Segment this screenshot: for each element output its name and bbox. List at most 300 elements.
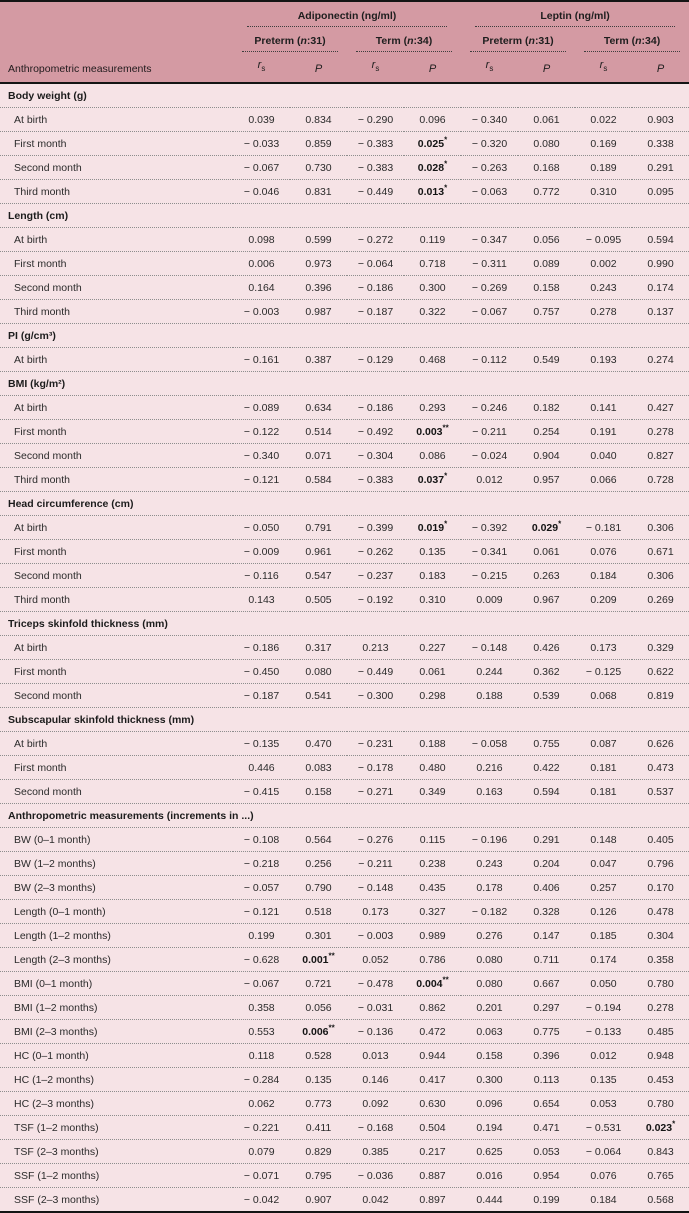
row-label: At birth: [14, 113, 48, 126]
rs-value-cell: − 0.064: [585, 1145, 622, 1158]
rs-value-cell: − 0.186: [243, 641, 280, 654]
rs-value-cell: − 0.057: [243, 881, 280, 894]
rs-value-cell: − 0.108: [243, 833, 280, 846]
rs-value-cell: 0.199: [248, 929, 275, 942]
p-value-cell: 0.080: [305, 665, 332, 678]
p-value-cell: 0.989: [419, 929, 446, 942]
p-value-cell: 0.256: [305, 857, 332, 870]
section-title: Anthropometric measurements (increments in ...): [8, 809, 254, 822]
p-value-cell: 0.061: [419, 665, 446, 678]
rs-value-cell: 0.080: [476, 953, 503, 966]
rs-value-cell: 0.358: [248, 1001, 275, 1014]
rs-value-cell: 0.062: [248, 1097, 275, 1110]
section-row: [0, 83, 689, 108]
rs-value-cell: 0.039: [248, 113, 275, 126]
p-value-cell: 0.004**: [416, 975, 449, 990]
p-value-cell: 0.671: [647, 545, 674, 558]
rs-value-cell: − 0.058: [471, 737, 508, 750]
p-value-cell: 0.630: [419, 1097, 446, 1110]
p-value-cell: 0.405: [647, 833, 674, 846]
table-row: [0, 516, 689, 540]
row-label: BMI (0–1 month): [14, 977, 93, 990]
rs-value-cell: 0.022: [590, 113, 617, 126]
rs-value-cell: 0.052: [362, 953, 389, 966]
p-value-cell: 0.291: [647, 161, 674, 174]
rs-value-cell: − 0.383: [357, 473, 394, 486]
rs-value-cell: − 0.161: [243, 353, 280, 366]
rs-value-cell: − 0.042: [243, 1193, 280, 1206]
p-value-cell: 0.505: [305, 593, 332, 606]
row-label: First month: [14, 425, 67, 438]
row-header: [0, 1, 233, 83]
section-row: [0, 804, 689, 828]
p-value-cell: 0.113: [533, 1073, 560, 1086]
rs-value-cell: − 0.136: [357, 1025, 394, 1038]
row-label: Second month: [14, 449, 82, 462]
rs-value-cell: − 0.415: [243, 785, 280, 798]
rs-value-cell: 0.135: [590, 1073, 617, 1086]
p-value-cell: 0.528: [305, 1049, 332, 1062]
p-value-cell: 0.843: [647, 1145, 674, 1158]
p-value-cell: 0.411: [305, 1121, 332, 1134]
p-value-cell: 0.721: [305, 977, 332, 990]
rs-value-cell: 0.625: [476, 1145, 503, 1158]
table-row: [0, 924, 689, 948]
p-value-cell: 0.954: [533, 1169, 560, 1182]
p-value-cell: 0.904: [533, 449, 560, 462]
p-value-cell: 0.967: [533, 593, 560, 606]
rs-value-cell: − 0.187: [357, 305, 394, 318]
p-value-cell: 0.300: [419, 281, 446, 294]
rs-value-cell: − 0.263: [471, 161, 508, 174]
table-row: [0, 684, 689, 708]
rs-value-cell: 0.146: [362, 1073, 389, 1086]
p-value-cell: 0.327: [419, 905, 446, 918]
section-row: [0, 324, 689, 348]
p-value-cell: 0.622: [647, 665, 674, 678]
row-label: First month: [14, 665, 67, 678]
rs-value-cell: 0.079: [248, 1145, 275, 1158]
table-row: [0, 1188, 689, 1213]
p-value-cell: 0.037*: [417, 471, 448, 486]
p-value-cell: 0.667: [533, 977, 560, 990]
cohort-header-leptin-preterm: [461, 27, 575, 52]
rs-value-cell: − 0.089: [243, 401, 280, 414]
row-label: BMI (2–3 months): [14, 1025, 98, 1038]
rs-value-cell: − 0.181: [585, 521, 622, 534]
p-value-cell: 0.711: [533, 953, 560, 966]
cohort-header-leptin-term: [575, 27, 689, 52]
p-value-cell: 0.071: [305, 449, 332, 462]
p-value-cell: 0.584: [305, 473, 332, 486]
rs-value-cell: 0.080: [476, 977, 503, 990]
p-value-cell: 0.310: [419, 593, 446, 606]
rs-value-cell: − 0.116: [244, 569, 279, 582]
rs-value-cell: 0.243: [476, 857, 503, 870]
p-value-cell: 0.478: [647, 905, 674, 918]
p-value-cell: 0.549: [533, 353, 560, 366]
p-value-cell: 0.204: [533, 857, 560, 870]
p-value-cell: 0.056: [305, 1001, 332, 1014]
rs-value-cell: − 0.269: [471, 281, 508, 294]
row-label: At birth: [14, 401, 48, 414]
rs-value-cell: − 0.492: [357, 425, 394, 438]
p-value-cell: 0.227: [419, 641, 446, 654]
p-value-cell: 0.859: [305, 137, 332, 150]
rs-value-cell: − 0.392: [471, 521, 508, 534]
rs-value-cell: 0.143: [248, 593, 275, 606]
p-value-cell: 0.023*: [645, 1119, 676, 1134]
rs-value-cell: 0.009: [476, 593, 503, 606]
p-value-cell: 0.473: [647, 761, 674, 774]
stat-header-p: P: [314, 63, 323, 76]
p-value-cell: 0.199: [533, 1193, 560, 1206]
p-value-cell: 0.137: [647, 305, 674, 318]
table-row: [0, 300, 689, 324]
rs-value-cell: 0.276: [476, 929, 503, 942]
row-label: Second month: [14, 161, 82, 174]
p-value-cell: 0.329: [647, 641, 674, 654]
rs-value-cell: − 0.112: [472, 353, 507, 366]
row-label: At birth: [14, 233, 48, 246]
stat-header-rs: $r_s$: [599, 59, 608, 74]
p-value-cell: 0.086: [419, 449, 446, 462]
p-value-cell: 0.594: [647, 233, 674, 246]
rs-value-cell: 0.063: [476, 1025, 503, 1038]
p-value-cell: 0.053: [533, 1145, 560, 1158]
cohort-label: Preterm (n:31): [242, 35, 338, 52]
rs-value-cell: − 0.215: [471, 569, 508, 582]
p-value-cell: 0.907: [305, 1193, 332, 1206]
rs-value-cell: 0.087: [590, 737, 617, 750]
rs-value-cell: 0.173: [362, 905, 389, 918]
table-row: [0, 564, 689, 588]
row-label: At birth: [14, 737, 48, 750]
rs-value-cell: − 0.187: [243, 689, 280, 702]
rs-value-cell: − 0.300: [357, 689, 394, 702]
p-value-cell: 0.903: [647, 113, 674, 126]
p-value-cell: 0.158: [305, 785, 332, 798]
stat-header-rs: $r_s$: [371, 59, 380, 74]
rs-value-cell: − 0.036: [357, 1169, 394, 1182]
rs-value-cell: − 0.290: [357, 113, 394, 126]
p-value-cell: 0.990: [647, 257, 674, 270]
p-value-cell: 0.338: [647, 137, 674, 150]
row-label: Length (2–3 months): [14, 953, 111, 966]
rs-value-cell: − 0.121: [243, 473, 280, 486]
p-value-cell: 0.158: [533, 281, 560, 294]
rs-value-cell: − 0.340: [471, 113, 508, 126]
table-row: [0, 732, 689, 756]
rs-value-cell: 0.244: [476, 665, 503, 678]
table-row: [0, 1068, 689, 1092]
p-value-cell: 0.274: [647, 353, 674, 366]
p-value-cell: 0.096: [419, 113, 446, 126]
p-value-cell: 0.263: [533, 569, 560, 582]
table-row: [0, 1020, 689, 1044]
p-value-cell: 0.827: [647, 449, 674, 462]
table-row: [0, 636, 689, 660]
rs-value-cell: 0.164: [248, 281, 275, 294]
p-value-cell: 0.468: [419, 353, 446, 366]
p-value-cell: 0.254: [533, 425, 560, 438]
rs-value-cell: − 0.148: [471, 641, 508, 654]
rs-value-cell: 0.257: [590, 881, 617, 894]
row-label: First month: [14, 545, 67, 558]
table-row: [0, 1116, 689, 1140]
rs-value-cell: 0.096: [476, 1097, 503, 1110]
table-row: [0, 252, 689, 276]
p-value-cell: 0.480: [419, 761, 446, 774]
table-row: [0, 900, 689, 924]
rs-value-cell: − 0.067: [471, 305, 508, 318]
table-row: [0, 444, 689, 468]
rs-value-cell: − 0.003: [243, 305, 280, 318]
p-value-cell: 0.306: [647, 569, 674, 582]
p-value-cell: 0.427: [647, 401, 674, 414]
p-value-cell: 0.471: [533, 1121, 560, 1134]
row-label: SSF (2–3 months): [14, 1193, 100, 1206]
row-label: Second month: [14, 281, 82, 294]
rs-value-cell: 0.118: [248, 1049, 275, 1062]
rs-value-cell: − 0.246: [471, 401, 508, 414]
p-value-cell: 0.422: [533, 761, 560, 774]
rs-value-cell: − 0.449: [357, 185, 394, 198]
rs-value-cell: − 0.272: [357, 233, 394, 246]
row-label: Length (0–1 month): [14, 905, 106, 918]
p-value-cell: 0.297: [533, 1001, 560, 1014]
p-value-cell: 0.349: [419, 785, 446, 798]
p-value-cell: 0.944: [419, 1049, 446, 1062]
row-label: Second month: [14, 569, 82, 582]
p-value-cell: 0.115: [419, 833, 446, 846]
rs-value-cell: 0.076: [590, 1169, 617, 1182]
rs-value-cell: − 0.168: [357, 1121, 394, 1134]
p-value-cell: 0.790: [305, 881, 332, 894]
p-value-cell: 0.170: [647, 881, 674, 894]
p-value-cell: 0.834: [305, 113, 332, 126]
rs-value-cell: − 0.383: [357, 137, 394, 150]
section-title: Subscapular skinfold thickness (mm): [8, 713, 195, 726]
rs-value-cell: 0.098: [248, 233, 275, 246]
rs-value-cell: 0.181: [590, 761, 617, 774]
table-row: [0, 108, 689, 132]
rs-value-cell: 0.194: [476, 1121, 503, 1134]
rs-value-cell: 0.163: [476, 785, 503, 798]
rs-value-cell: 0.310: [590, 185, 617, 198]
rs-value-cell: 0.076: [590, 545, 617, 558]
p-value-cell: 0.029*: [531, 519, 562, 534]
p-value-cell: 0.174: [647, 281, 674, 294]
rs-value-cell: 0.126: [590, 905, 617, 918]
rs-value-cell: − 0.033: [243, 137, 280, 150]
p-value-cell: 0.406: [533, 881, 560, 894]
section-title: Length (cm): [8, 209, 69, 222]
table-row: [0, 396, 689, 420]
p-value-cell: 0.301: [305, 929, 332, 942]
p-value-cell: 0.396: [533, 1049, 560, 1062]
section-row: [0, 204, 689, 228]
row-label: TSF (1–2 months): [14, 1121, 99, 1134]
p-value-cell: 0.599: [305, 233, 332, 246]
table-body: [0, 83, 689, 1212]
table-row: [0, 1140, 689, 1164]
rs-value-cell: − 0.024: [471, 449, 508, 462]
rs-value-cell: − 0.194: [585, 1001, 622, 1014]
cohort-label: Term (n:34): [356, 35, 452, 52]
row-label: Third month: [14, 593, 71, 606]
p-value-cell: 0.961: [305, 545, 332, 558]
rs-value-cell: − 0.178: [357, 761, 394, 774]
p-value-cell: 0.773: [305, 1097, 332, 1110]
p-value-cell: 0.182: [533, 401, 560, 414]
rs-value-cell: − 0.196: [471, 833, 508, 846]
p-value-cell: 0.730: [305, 161, 332, 174]
rs-value-cell: 0.016: [476, 1169, 503, 1182]
p-value-cell: 0.119: [419, 233, 446, 246]
rs-value-cell: − 0.531: [585, 1121, 622, 1134]
p-value-cell: 0.435: [419, 881, 446, 894]
p-value-cell: 0.862: [419, 1001, 446, 1014]
stat-header-p: P: [428, 63, 437, 76]
p-value-cell: 0.634: [305, 401, 332, 414]
rs-value-cell: 0.201: [476, 1001, 503, 1014]
rs-value-cell: − 0.186: [357, 281, 394, 294]
p-value-cell: 0.791: [305, 521, 332, 534]
rs-value-cell: − 0.129: [357, 353, 394, 366]
p-value-cell: 0.135: [419, 545, 446, 558]
row-label: SSF (1–2 months): [14, 1169, 100, 1182]
p-value-cell: 0.564: [305, 833, 332, 846]
row-label: Second month: [14, 785, 82, 798]
table-row: [0, 1044, 689, 1068]
p-value-cell: 0.718: [419, 257, 446, 270]
p-value-cell: 0.019*: [417, 519, 448, 534]
rs-value-cell: 0.092: [362, 1097, 389, 1110]
rs-value-cell: − 0.218: [243, 857, 280, 870]
p-value-cell: 0.061: [533, 113, 560, 126]
row-label: Length (1–2 months): [14, 929, 111, 942]
table-row: [0, 660, 689, 684]
table-row: [0, 180, 689, 204]
p-value-cell: 0.796: [647, 857, 674, 870]
section-row: [0, 612, 689, 636]
p-value-cell: 0.819: [647, 689, 674, 702]
rs-value-cell: 0.002: [590, 257, 617, 270]
section-title: BMI (kg/m²): [8, 377, 66, 390]
p-value-cell: 0.358: [647, 953, 674, 966]
table-row: [0, 420, 689, 444]
rs-value-cell: 0.185: [590, 929, 617, 942]
cohort-header-adiponectin-term: [347, 27, 461, 52]
table-row: [0, 828, 689, 852]
rs-value-cell: 0.169: [590, 137, 617, 150]
row-label: BW (1–2 months): [14, 857, 96, 870]
rs-value-cell: − 0.450: [243, 665, 280, 678]
row-label: HC (0–1 month): [14, 1049, 89, 1062]
table-row: [0, 948, 689, 972]
rs-value-cell: 0.068: [590, 689, 617, 702]
p-value-cell: 0.973: [305, 257, 332, 270]
p-value-cell: 0.003**: [416, 423, 449, 438]
rs-value-cell: − 0.211: [358, 857, 393, 870]
row-label: Third month: [14, 185, 71, 198]
rs-value-cell: − 0.009: [243, 545, 280, 558]
row-label: BMI (1–2 months): [14, 1001, 98, 1014]
section-row: [0, 492, 689, 516]
p-value-cell: 0.396: [305, 281, 332, 294]
rs-value-cell: − 0.063: [471, 185, 508, 198]
p-value-cell: 0.518: [305, 905, 332, 918]
rs-value-cell: − 0.237: [357, 569, 394, 582]
stat-header-rs: $r_s$: [485, 59, 494, 74]
stat-header-p: P: [656, 63, 665, 76]
section-title: Body weight (g): [8, 89, 87, 102]
rs-value-cell: 0.006: [248, 257, 275, 270]
rs-value-cell: 0.444: [476, 1193, 503, 1206]
rs-value-cell: − 0.478: [357, 977, 394, 990]
rs-value-cell: − 0.304: [357, 449, 394, 462]
rs-value-cell: 0.012: [476, 473, 503, 486]
rs-value-cell: 0.012: [590, 1049, 617, 1062]
rs-value-cell: − 0.399: [357, 521, 394, 534]
p-value-cell: 0.238: [419, 857, 446, 870]
rs-value-cell: 0.066: [590, 473, 617, 486]
rs-value-cell: − 0.186: [357, 401, 394, 414]
p-value-cell: 0.269: [647, 593, 674, 606]
row-label: Third month: [14, 305, 71, 318]
p-value-cell: 0.217: [419, 1145, 446, 1158]
rs-value-cell: − 0.031: [357, 1001, 394, 1014]
p-value-cell: 0.541: [305, 689, 332, 702]
table-row: [0, 348, 689, 372]
cohort-label: Term (n:34): [584, 35, 680, 52]
rs-value-cell: 0.013: [362, 1049, 389, 1062]
p-value-cell: 0.080: [533, 137, 560, 150]
p-value-cell: 0.780: [647, 977, 674, 990]
rs-value-cell: 0.300: [476, 1073, 503, 1086]
rs-value-cell: 0.216: [476, 761, 503, 774]
rs-value-cell: − 0.122: [243, 425, 280, 438]
rs-value-cell: − 0.320: [471, 137, 508, 150]
table-row: [0, 756, 689, 780]
row-label: First month: [14, 137, 67, 150]
rs-value-cell: − 0.121: [243, 905, 280, 918]
rs-value-cell: − 0.284: [243, 1073, 280, 1086]
p-value-cell: 0.829: [305, 1145, 332, 1158]
p-value-cell: 0.831: [305, 185, 332, 198]
p-value-cell: 0.089: [533, 257, 560, 270]
p-value-cell: 0.654: [533, 1097, 560, 1110]
rs-value-cell: − 0.262: [357, 545, 394, 558]
rs-value-cell: 0.047: [590, 857, 617, 870]
rs-value-cell: 0.278: [590, 305, 617, 318]
p-value-cell: 0.485: [647, 1025, 674, 1038]
p-value-cell: 0.537: [647, 785, 674, 798]
p-value-cell: 0.568: [647, 1193, 674, 1206]
analyte-header-row: [0, 1, 689, 27]
section-row: [0, 372, 689, 396]
rs-value-cell: − 0.071: [243, 1169, 280, 1182]
p-value-cell: 0.887: [419, 1169, 446, 1182]
rs-value-cell: − 0.449: [357, 665, 394, 678]
stat-header-p: P: [542, 63, 551, 76]
p-value-cell: 0.539: [533, 689, 560, 702]
rs-value-cell: − 0.046: [243, 185, 280, 198]
p-value-cell: 0.306: [647, 521, 674, 534]
rs-value-cell: − 0.135: [243, 737, 280, 750]
row-label: BW (0–1 month): [14, 833, 91, 846]
